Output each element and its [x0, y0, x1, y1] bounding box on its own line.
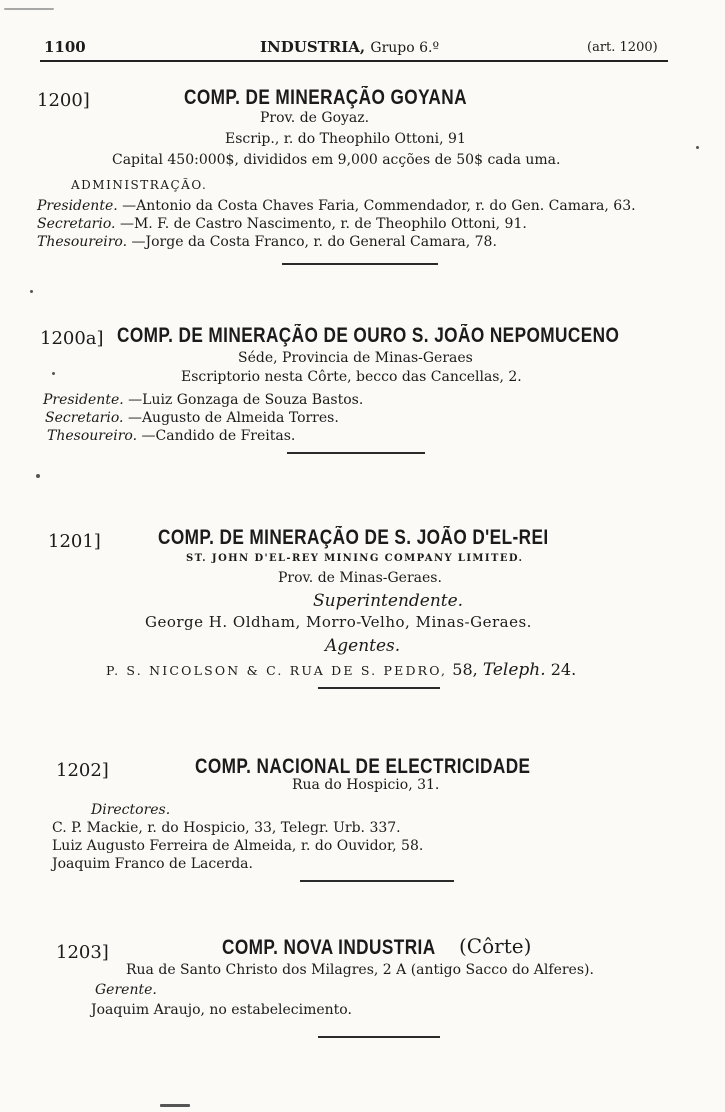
- officer-role: Thesoureiro.: [47, 428, 138, 444]
- ink-speck: [36, 474, 40, 478]
- agents-tel-number: 24.: [550, 660, 577, 679]
- entry-number: 1201]: [48, 531, 101, 552]
- separator-rule: [318, 1036, 440, 1038]
- officer-text: —Candido de Freitas.: [141, 428, 296, 444]
- superintendent-text: George H. Oldham, Morro-Velho, Minas-Geraes.: [145, 613, 532, 631]
- ink-speck: [160, 1104, 190, 1107]
- officer-text: —Augusto de Almeida Torres.: [127, 410, 339, 426]
- officer-role: Secretario.: [37, 216, 116, 232]
- ink-speck: [52, 372, 55, 375]
- ink-speck: [4, 8, 54, 10]
- agents-tel-label: Teleph.: [482, 660, 546, 680]
- ink-speck: [696, 146, 699, 149]
- entry-line: Rua de Santo Christo dos Milagres, 2 A (antigo Sacco do Alferes).: [126, 962, 594, 978]
- officer-role: Presidente.: [43, 392, 124, 408]
- agents-label: Agentes.: [325, 636, 401, 656]
- manager-text: Joaquim Araujo, no estabelecimento.: [91, 1002, 352, 1018]
- officer-line: [45, 410, 339, 426]
- running-group: Grupo 6.º: [370, 40, 440, 56]
- admin-heading: ADMINISTRAÇÃO.: [71, 178, 208, 192]
- directors-label: Directores.: [91, 802, 171, 818]
- separator-rule: [318, 687, 440, 689]
- officer-role: Presidente.: [37, 198, 118, 214]
- entry-number: 1200]: [37, 90, 90, 111]
- director-line: Joaquim Franco de Lacerda.: [52, 856, 253, 872]
- entry-title-suffix: (Côrte): [459, 934, 532, 958]
- entry-line: Rua do Hospicio, 31.: [292, 777, 440, 793]
- agents-text: P. S. NICOLSON & C. RUA DE S. PEDRO,: [106, 663, 448, 678]
- entry-line: Séde, Provincia de Minas-Geraes: [238, 350, 473, 366]
- entry-title: COMP. DE MINERAÇÃO DE S. JOÃO D'EL-REI: [158, 526, 549, 549]
- header-rule: [40, 60, 668, 62]
- entry-title: COMP. DE MINERAÇÃO GOYANA: [184, 86, 467, 109]
- officer-role: Secretario.: [45, 410, 124, 426]
- entry-subtitle: ST. JOHN D'EL-REY MINING COMPANY LIMITED.: [186, 553, 524, 564]
- officer-line: [43, 392, 363, 408]
- running-title: [260, 38, 439, 56]
- ink-speck: [30, 290, 33, 293]
- officer-line: [47, 428, 295, 444]
- entry-line: Prov. de Minas-Geraes.: [278, 570, 442, 586]
- officer-role: Thesoureiro.: [37, 234, 128, 250]
- entry-title: COMP. NOVA INDUSTRIA: [222, 936, 436, 959]
- separator-rule: [300, 880, 454, 882]
- article-ref: (art. 1200): [587, 40, 658, 55]
- officer-text: —Luiz Gonzaga de Souza Bastos.: [128, 392, 364, 408]
- separator-rule: [282, 263, 438, 265]
- running-title-text: INDUSTRIA,: [260, 38, 366, 56]
- entry-number: 1200a]: [40, 328, 104, 349]
- officer-line: [37, 234, 497, 250]
- director-line: Luiz Augusto Ferreira de Almeida, r. do Ouvidor, 58.: [52, 838, 424, 854]
- entry-title: COMP. DE MINERAÇÃO DE OURO S. JOÃO NEPOMUCENO: [117, 324, 620, 347]
- agents-line: [106, 660, 576, 680]
- officer-text: —Antonio da Costa Chaves Faria, Commendador, r. do Gen. Camara, 63.: [122, 198, 636, 214]
- director-line: C. P. Mackie, r. do Hospicio, 33, Telegr. Urb. 337.: [52, 820, 401, 836]
- separator-rule: [287, 452, 425, 454]
- entry-number: 1203]: [56, 942, 109, 963]
- entry-title-group: [222, 936, 482, 960]
- officer-line: [37, 198, 636, 214]
- entry-line: Escrip., r. do Theophilo Ottoni, 91: [225, 131, 466, 147]
- entry-line: Escriptorio nesta Côrte, becco das Cancellas, 2.: [181, 369, 522, 385]
- entry-line: Capital 450:000$, divididos em 9,000 acções de 50$ cada uma.: [112, 152, 561, 168]
- officer-line: [37, 216, 527, 232]
- superintendent-label: Superintendente.: [313, 591, 464, 611]
- entry-title: COMP. NACIONAL DE ELECTRICIDADE: [195, 755, 531, 778]
- agents-number: 58,: [452, 660, 478, 679]
- officer-text: —M. F. de Castro Nascimento, r. de Theophilo Ottoni, 91.: [119, 216, 527, 232]
- manager-label: Gerente.: [95, 982, 157, 998]
- officer-text: —Jorge da Costa Franco, r. do General Camara, 78.: [131, 234, 497, 250]
- page-number: 1100: [44, 38, 86, 56]
- entry-line: Prov. de Goyaz.: [260, 110, 370, 126]
- entry-number: 1202]: [56, 760, 109, 781]
